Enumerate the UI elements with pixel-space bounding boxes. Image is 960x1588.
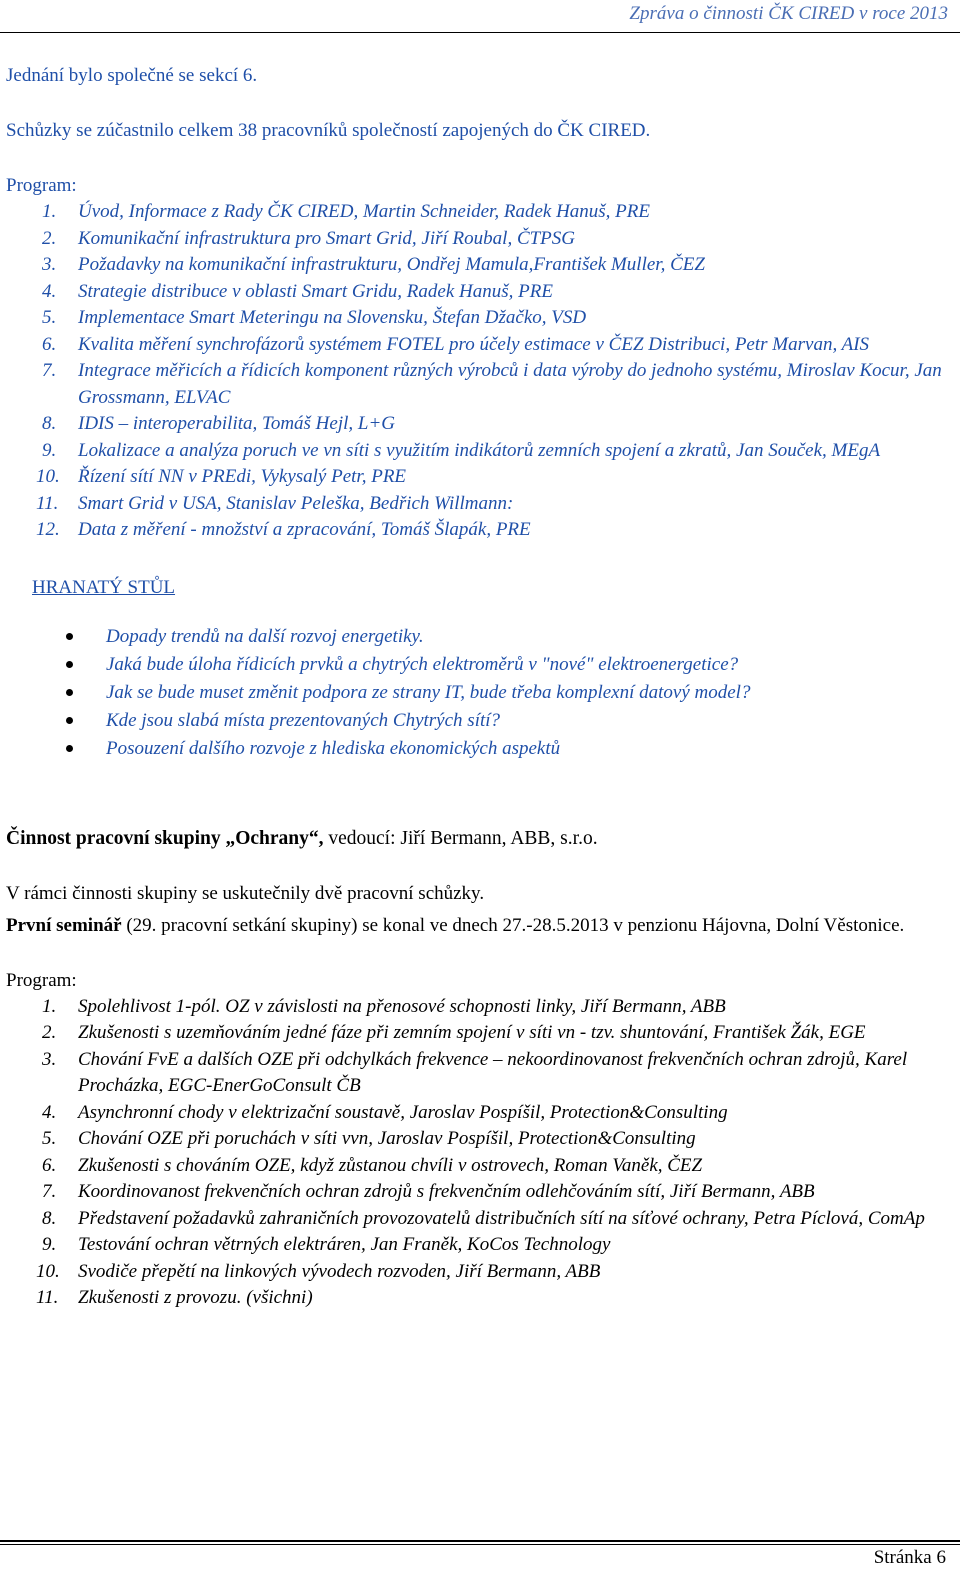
- program-item-text: Lokalizace a analýza poruch ve vn síti s využitím indikátorů zemních spojení a zkratů, Jan Souček, MEgA: [78, 439, 881, 461]
- program-item-number: 1.: [42, 201, 57, 222]
- program-2-list: [6, 994, 946, 1312]
- program-item-text: Řízení sítí NN v PREdi, Vykysalý Petr, PRE: [78, 466, 407, 487]
- program-item-text: Integrace měřicích a řídicích komponent různých výrobců i data výroby do jednoho systému, Miroslav Kocur, Jan Grossmann, ELVAC: [78, 360, 942, 408]
- program-item-text: Strategie distribuce v oblasti Smart Gridu, Radek Hanuš, PRE: [78, 280, 553, 302]
- program-item-number: 10.: [36, 466, 60, 487]
- program-item-text: Chování OZE při poruchách v síti vvn, Jaroslav Pospíšil, Protection&Consulting: [78, 1128, 696, 1149]
- program-item: [6, 1285, 946, 1312]
- program-item-number: 4.: [42, 1101, 57, 1123]
- seminar-rest: (29. pracovní setkání skupiny) se konal ve dnech 27.-28.5.2013 v penzionu Hájovna, Dolní Věstonice.: [121, 914, 905, 936]
- header-title: Zpráva o činnosti ČK CIRED v roce 2013: [629, 3, 948, 24]
- round-table-item: [6, 651, 946, 679]
- document-body: [6, 62, 946, 1312]
- program-item: [6, 1020, 946, 1047]
- bullet-icon: [66, 661, 73, 668]
- bullet-icon: [66, 717, 73, 724]
- program-item: [6, 464, 946, 491]
- program-item: [6, 1153, 946, 1180]
- program-item: [6, 1047, 946, 1100]
- program-item-number: 9.: [42, 1234, 57, 1255]
- round-table-list: [6, 623, 946, 763]
- header-divider: [0, 32, 960, 33]
- round-table-item: [6, 707, 946, 735]
- program-item: [6, 279, 946, 306]
- program-item: [6, 252, 946, 279]
- program-item-text: Koordinovanost frekvenčních ochran zdrojů s frekvenčním odlehčováním sítí, Jiří Bermann, ABB: [78, 1181, 815, 1202]
- program-item-text: Svodiče přepětí na linkových vývodech rozvoden, Jiří Bermann, ABB: [78, 1260, 601, 1282]
- round-table-item: [6, 679, 946, 707]
- program-item: [6, 1206, 946, 1233]
- program-item-number: 8.: [42, 1207, 57, 1229]
- program-item-number: 11.: [36, 1287, 59, 1308]
- program-item-text: Data z měření - množství a zpracování, Tomáš Šlapák, PRE: [78, 519, 531, 540]
- program-item-number: 9.: [42, 439, 57, 461]
- seminar-paragraph: [6, 912, 946, 939]
- program-item-number: 5.: [42, 1128, 57, 1149]
- program-item-number: 10.: [36, 1260, 60, 1282]
- intro-line-2: Schůzky se zúčastnilo celkem 38 pracovníků společností zapojených do ČK CIRED.: [6, 120, 651, 141]
- round-table-item-text: Jaká bude úloha řídicích prvků a chytrých elektroměrů v "nové" elektroenergetice?: [106, 653, 739, 675]
- program-item: [6, 517, 946, 544]
- round-table-item-text: Posouzení dalšího rozvoje z hlediska ekonomických aspektů: [106, 737, 561, 759]
- intro-line-1: Jednání bylo společné se sekcí 6.: [6, 65, 258, 86]
- round-table-item-text: Dopady trendů na další rozvoj energetiky.: [106, 625, 424, 647]
- round-table-title: HRANATÝ STŮL: [32, 576, 176, 598]
- program-item: [6, 438, 946, 465]
- section-2-heading: [6, 825, 946, 852]
- program-item-number: 12.: [36, 519, 60, 540]
- program-item-number: 1.: [42, 995, 57, 1017]
- program-item: [6, 1179, 946, 1206]
- program-item: [6, 491, 946, 518]
- program-item: [6, 1259, 946, 1286]
- program-item-text: Zkušenosti s chováním OZE, když zůstanou chvíli v ostrovech, Roman Vaněk, ČEZ: [78, 1154, 703, 1176]
- program-item: [6, 226, 946, 253]
- seminar-bold: První seminář: [6, 914, 122, 936]
- program-item: [6, 411, 946, 438]
- program-item: [6, 1126, 946, 1153]
- program-item-text: Zkušenosti s uzemňováním jedné fáze při zemním spojení v síti vn - tzv. shuntování, František Žák, EGE: [78, 1022, 866, 1043]
- program-item-text: Spolehlivost 1-pól. OZ v závislosti na přenosové schopnosti linky, Jiří Bermann, ABB: [78, 995, 726, 1017]
- program-item-text: Úvod, Informace z Rady ČK CIRED, Martin Schneider, Radek Hanuš, PRE: [78, 201, 651, 222]
- bullet-icon: [66, 633, 73, 640]
- program-item-text: Požadavky na komunikační infrastrukturu, Ondřej Mamula,František Muller, ČEZ: [78, 254, 705, 275]
- round-table-item-text: Kde jsou slabá místa prezentovaných Chytrých sítí?: [106, 709, 501, 731]
- program-item-number: 2.: [42, 1022, 57, 1043]
- section-2-heading-bold: Činnost pracovní skupiny „Ochrany“,: [6, 827, 324, 849]
- program-item-number: 6.: [42, 1154, 57, 1176]
- section-2-line-1: V rámci činnosti skupiny se uskutečnily dvě pracovní schůzky.: [6, 882, 485, 904]
- footer-divider-thin: [0, 1544, 960, 1545]
- program-item: [6, 358, 946, 411]
- program-item-number: 3.: [42, 1048, 57, 1070]
- program-item-text: IDIS – interoperabilita, Tomáš Hejl, L+G: [78, 413, 396, 434]
- program-item-text: Asynchronní chody v elektrizační soustavě, Jaroslav Pospíšil, Protection&Consulting: [78, 1101, 728, 1123]
- bullet-icon: [66, 689, 73, 696]
- section-2-heading-rest: vedoucí: Jiří Bermann, ABB, s.r.o.: [323, 827, 598, 849]
- program-item-text: Komunikační infrastruktura pro Smart Grid, Jiří Roubal, ČTPSG: [78, 227, 576, 249]
- program-item: [6, 332, 946, 359]
- bullet-icon: [66, 745, 73, 752]
- program-1-list: [6, 199, 946, 544]
- program-item-text: Implementace Smart Meteringu na Slovensku, Štefan Džačko, VSD: [78, 307, 587, 328]
- program-item-text: Kvalita měření synchrofázorů systémem FOTEL pro účely estimace v ČEZ Distribuci, Petr Marvan, AIS: [78, 333, 870, 355]
- program-item-number: 7.: [42, 1181, 57, 1202]
- round-table-item-text: Jak se bude muset změnit podpora ze strany IT, bude třeba komplexní datový model?: [106, 681, 751, 703]
- page-number: Stránka 6: [873, 1547, 946, 1568]
- program-item-number: 7.: [42, 360, 57, 381]
- round-table-item: [6, 735, 946, 763]
- program-item-text: Testování ochran větrných elektráren, Jan Franěk, KoCos Technology: [78, 1234, 611, 1255]
- program-item-number: 8.: [42, 413, 57, 434]
- program-item-number: 11.: [36, 492, 59, 514]
- program-item-number: 2.: [42, 227, 57, 249]
- program-item-number: 5.: [42, 307, 57, 328]
- footer-divider: [0, 1540, 960, 1542]
- program-item-number: 3.: [42, 254, 57, 275]
- program-item: [6, 1232, 946, 1259]
- program-item: [6, 1100, 946, 1127]
- program-item-text: Chování FvE a dalších OZE při odchylkách frekvence – nekoordinovanost frekvenčních ochran zdrojů, Karel Procházka, EGC-EnerGoConsult ČB: [78, 1048, 908, 1096]
- program-item: [6, 305, 946, 332]
- program-item-number: 4.: [42, 280, 57, 302]
- program-item-number: 6.: [42, 333, 57, 355]
- program-item-text: Zkušenosti z provozu. (všichni): [78, 1287, 313, 1308]
- program-item-text: Smart Grid v USA, Stanislav Peleška, Bedřich Willmann:: [78, 492, 514, 514]
- program-item: [6, 199, 946, 226]
- round-table-item: [6, 623, 946, 651]
- program-item-text: Představení požadavků zahraničních provozovatelů distribučních sítí na síťové ochrany, Petra Píclová, ComAp: [78, 1207, 925, 1229]
- program-item: [6, 994, 946, 1021]
- program-1-label: Program:: [6, 175, 77, 196]
- program-2-label: Program:: [6, 969, 77, 991]
